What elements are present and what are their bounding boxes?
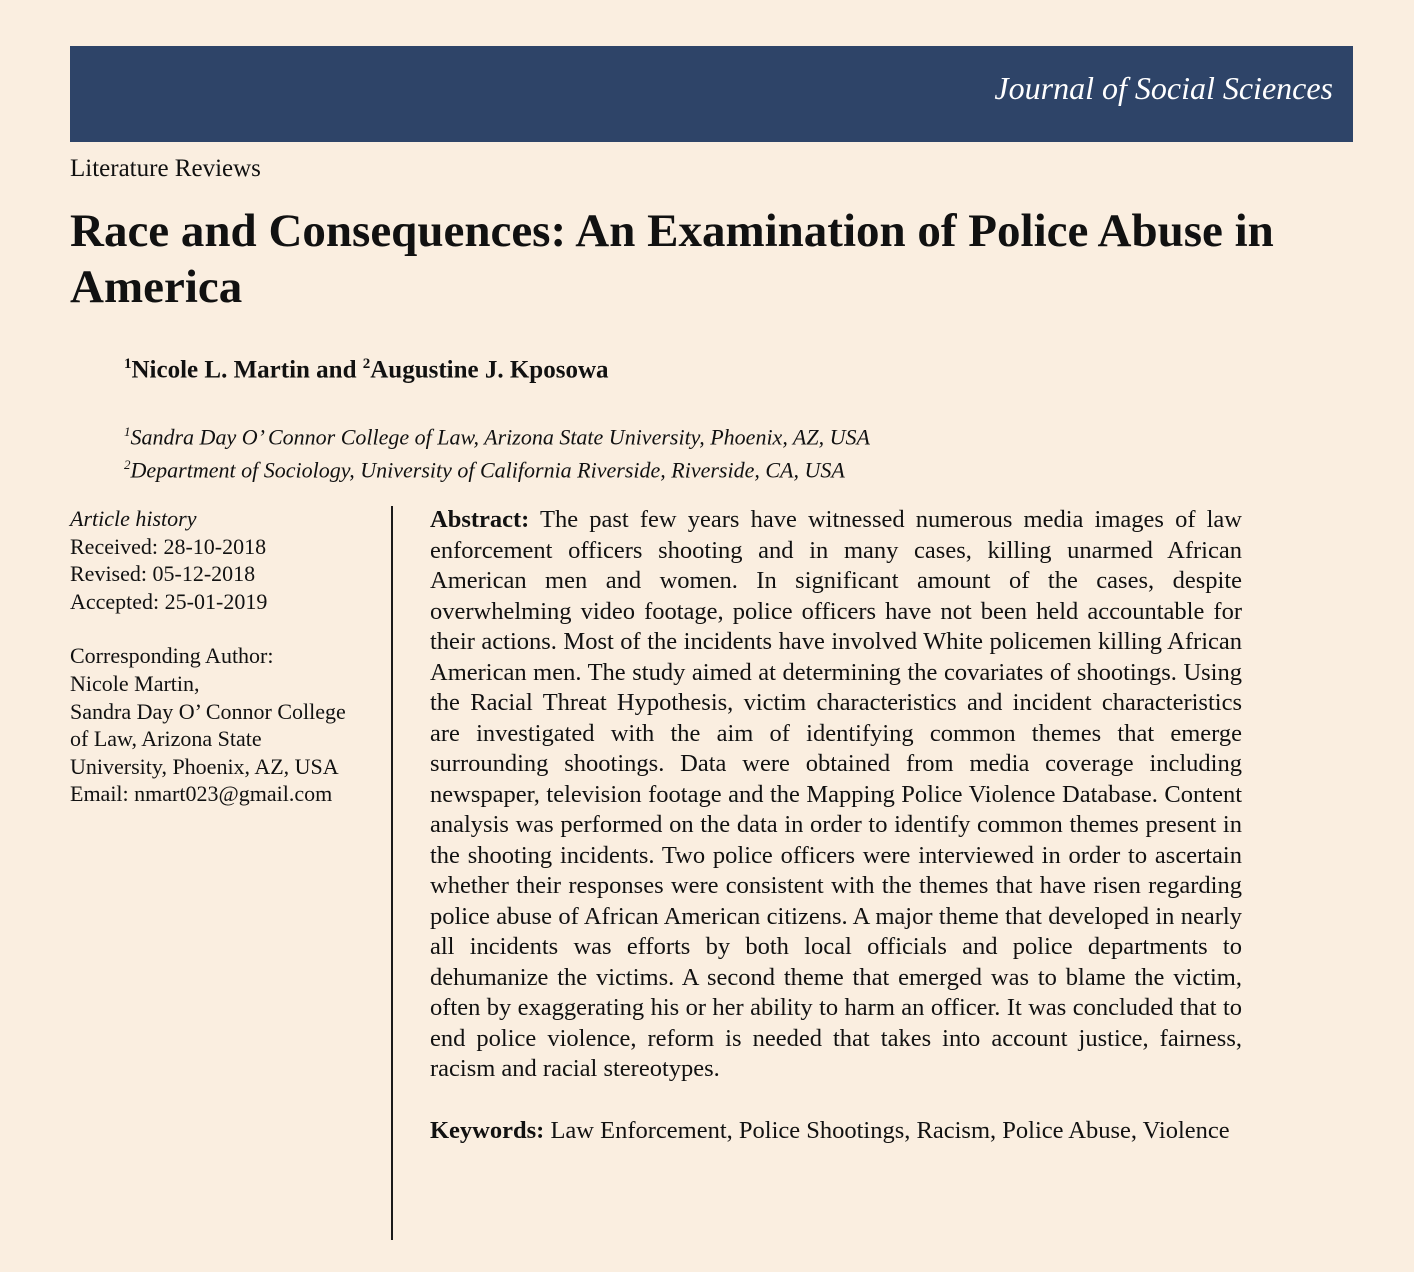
author1-name: Nicole L. Martin and: [131, 356, 363, 384]
corresponding-author-label: Corresponding Author:: [70, 643, 274, 669]
section-label: Literature Reviews: [70, 155, 261, 182]
affiliation-1: [124, 418, 870, 451]
affiliation-1-superscript: 1: [124, 424, 131, 439]
keywords-label: Keywords:: [430, 1116, 545, 1144]
accepted-date: Accepted: 25-01-2019: [70, 588, 268, 614]
affiliation-2: [124, 451, 870, 484]
abstract-text: The past few years have witnessed numerous media images of law enforcement officers shooting and in many cases, killing unarmed African American men and women. In significant amount of the cases, despite overwhelming video footage, police officers have not been held accountable for their actions. Most of the incidents have involved White policemen killing African American men. The study aimed at determining the covariates of shootings. Using the Racial Threat Hypothesis, victim characteristics and incident characteristics are investigated with the aim of identifying common themes that emerge surrounding shootings. Data were obtained from media coverage including newspaper, television footage and the Mapping Police Violence Database. Content analysis was performed on the data in order to identify common themes present in the shooting incidents. Two police officers were interviewed in order to ascertain whether their responses were consistent with the themes that have risen regarding police abuse of African American citizens. A major theme that developed in nearly all incidents was efforts by both local officials and police departments to dehumanize the victims. A second theme that emerged was to blame the victim, often by exaggerating his or her ability to harm an officer. It was concluded that to end police violence, reform is needed that takes into account justice, fairness, racism and racial stereotypes.: [430, 506, 1242, 1082]
abstract-section: [430, 505, 1242, 1146]
affiliation-2-text: Department of Sociology, University of California Riverside, Riverside, CA, USA: [130, 457, 845, 483]
keywords-text: Law Enforcement, Police Shootings, Racism, Police Abuse, Violence: [550, 1116, 1230, 1144]
affiliation-2-superscript: 2: [124, 457, 131, 473]
abstract-paragraph: [430, 505, 1242, 1085]
author-list: [124, 356, 609, 384]
abstract-label: Abstract:: [430, 506, 530, 533]
corresponding-address-line3: University, Phoenix, AZ, USA: [70, 753, 339, 779]
revised-date: Revised: 05-12-2018: [70, 561, 256, 587]
corresponding-author-name: Nicole Martin,: [70, 670, 200, 696]
author2-superscript: 2: [362, 356, 371, 372]
author1-superscript: 1: [124, 356, 132, 372]
journal-header-bar: [70, 46, 1353, 142]
article-history-title: Article history: [70, 506, 197, 531]
journal-name: Journal of Social Sciences: [994, 70, 1333, 106]
corresponding-address-line2: of Law, Arizona State: [70, 726, 262, 752]
affiliations: [124, 418, 870, 485]
column-divider: [391, 506, 393, 1240]
author2-name: Augustine J. Kposowa: [370, 356, 609, 384]
article-title: Race and Consequences: An Examination of Police Abuse in America: [70, 205, 1274, 313]
sidebar-spacer: [70, 615, 390, 642]
keywords-paragraph: [430, 1116, 1242, 1147]
corresponding-email: Email: nmart023@gmail.com: [70, 781, 333, 807]
received-date: Received: 28-10-2018: [70, 533, 267, 559]
corresponding-address-line1: Sandra Day O’ Connor College: [70, 698, 346, 724]
affiliation-1-text: Sandra Day O’ Connor College of Law, Arizona State University, Phoenix, AZ, USA: [130, 424, 870, 450]
article-sidebar: [70, 505, 390, 808]
